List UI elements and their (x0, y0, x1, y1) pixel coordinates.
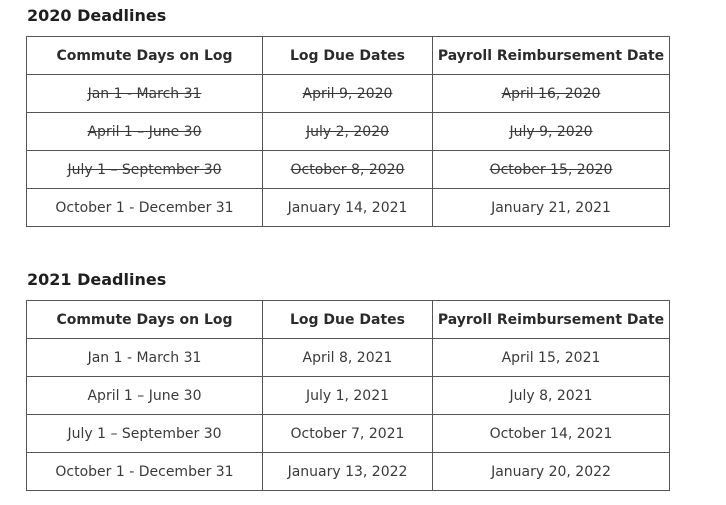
table-row (27, 339, 670, 377)
commute-days-text: October 1 - December 31 (55, 463, 234, 480)
table-row (27, 75, 670, 113)
header-row (27, 301, 670, 339)
reimbursement-date-cell (433, 189, 670, 227)
commute-days-text: Jan 1 - March 31 (87, 349, 202, 366)
log-due-date-text: July 2, 2020 (305, 123, 390, 140)
reimbursement-date-text: April 15, 2021 (501, 349, 601, 366)
reimbursement-date-cell (433, 113, 670, 151)
log-due-date-text: April 8, 2021 (302, 349, 393, 366)
table-row (27, 377, 670, 415)
reimbursement-date-text: January 21, 2021 (491, 199, 611, 216)
commute-days-cell (27, 339, 263, 377)
log-due-date-cell (263, 453, 433, 491)
header-commute-days: Commute Days on Log (27, 301, 263, 339)
log-due-date-text: January 14, 2021 (287, 199, 408, 216)
commute-days-cell (27, 453, 263, 491)
reimbursement-date-cell (433, 453, 670, 491)
commute-days-cell (27, 377, 263, 415)
header-payroll-reimbursement-date: Payroll Reimbursement Date (433, 301, 670, 339)
log-due-date-text: July 1, 2021 (305, 387, 390, 404)
log-due-date-cell (263, 339, 433, 377)
log-due-date-cell (263, 75, 433, 113)
table-row (27, 415, 670, 453)
log-due-date-cell (263, 113, 433, 151)
log-due-date-cell (263, 377, 433, 415)
reimbursement-date-text: July 8, 2021 (509, 387, 593, 404)
table-row (27, 113, 670, 151)
commute-days-cell (27, 75, 263, 113)
log-due-date-text: January 13, 2022 (287, 463, 408, 480)
reimbursement-date-text: October 15, 2020 (489, 161, 613, 178)
table-row (27, 151, 670, 189)
commute-days-text: Jan 1 - March 31 (87, 85, 202, 102)
section-title-2020: 2020 Deadlines (27, 6, 167, 25)
table-row (27, 189, 670, 227)
reimbursement-date-cell (433, 75, 670, 113)
reimbursement-date-text: October 14, 2021 (489, 425, 613, 442)
commute-days-cell (27, 151, 263, 189)
commute-days-cell (27, 113, 263, 151)
reimbursement-date-text: April 16, 2020 (501, 85, 601, 102)
table-row (27, 453, 670, 491)
header-log-due-dates: Log Due Dates (263, 37, 433, 75)
commute-days-text: April 1 – June 30 (87, 387, 202, 404)
log-due-date-cell (263, 189, 433, 227)
header-log-due-dates: Log Due Dates (263, 301, 433, 339)
commute-days-text: July 1 – September 30 (67, 161, 222, 178)
log-due-date-text: October 8, 2020 (290, 161, 405, 178)
reimbursement-date-text: January 20, 2022 (491, 463, 611, 480)
reimbursement-date-text: July 9, 2020 (509, 123, 593, 140)
reimbursement-date-cell (433, 415, 670, 453)
commute-days-text: October 1 - December 31 (55, 199, 234, 216)
log-due-date-text: April 9, 2020 (302, 85, 393, 102)
header-row (27, 37, 670, 75)
commute-days-text: April 1 – June 30 (87, 123, 202, 140)
reimbursement-date-cell (433, 377, 670, 415)
log-due-date-cell (263, 415, 433, 453)
header-payroll-reimbursement-date: Payroll Reimbursement Date (433, 37, 670, 75)
deadlines-table-2020 (26, 36, 670, 227)
log-due-date-text: October 7, 2021 (290, 425, 405, 442)
reimbursement-date-cell (433, 151, 670, 189)
commute-days-text: July 1 – September 30 (67, 425, 222, 442)
log-due-date-cell (263, 151, 433, 189)
commute-days-cell (27, 189, 263, 227)
deadlines-table-2021 (26, 300, 670, 491)
commute-days-cell (27, 415, 263, 453)
section-title-2021: 2021 Deadlines (27, 270, 167, 289)
reimbursement-date-cell (433, 339, 670, 377)
header-commute-days: Commute Days on Log (27, 37, 263, 75)
